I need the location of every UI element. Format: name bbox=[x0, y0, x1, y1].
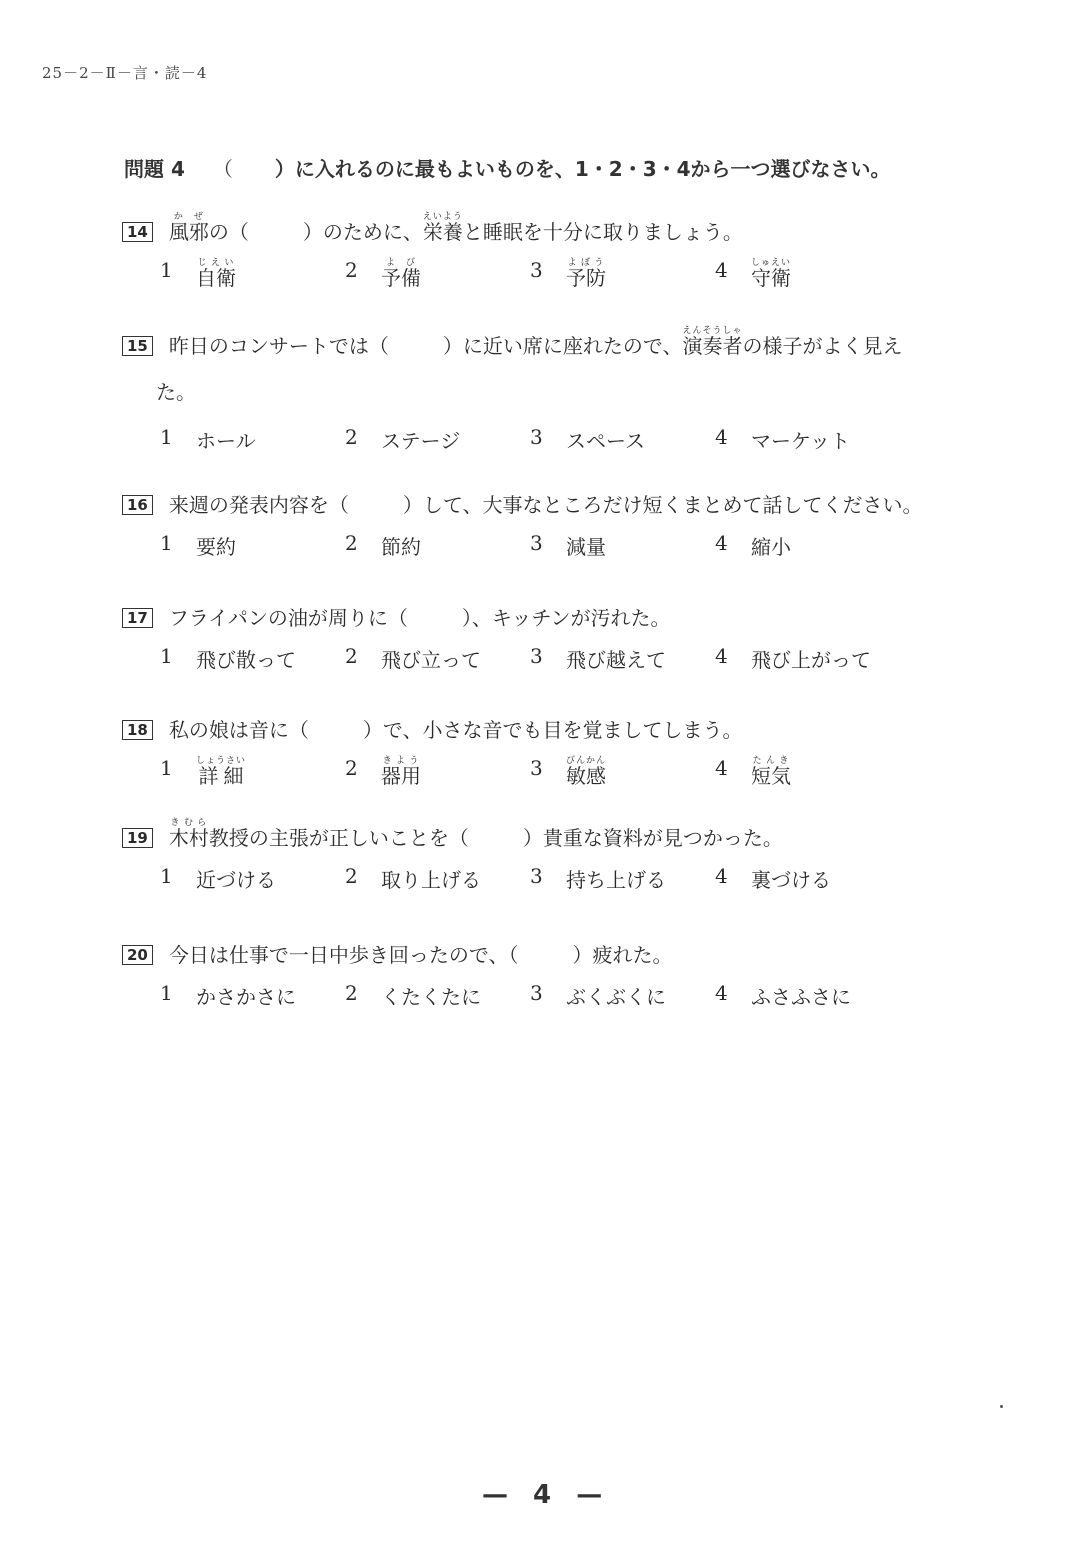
choice-option[interactable]: 4 守衛しゅえい bbox=[715, 258, 792, 290]
choice-option[interactable]: 2 節約 bbox=[345, 531, 421, 559]
choice-list bbox=[160, 531, 962, 560]
choice-option[interactable]: 4 短気たんき bbox=[715, 756, 791, 788]
choice-option[interactable]: 1 要約 bbox=[160, 531, 236, 559]
question-number: 16 bbox=[122, 495, 153, 515]
question-text: の（ bbox=[208, 220, 249, 244]
scan-speck bbox=[1000, 1405, 1003, 1408]
question-text: ）疲れた。 bbox=[572, 943, 673, 967]
choice-option[interactable]: 3 敏感びんかん bbox=[530, 756, 607, 788]
question-text: ）、キッチンが汚れた。 bbox=[461, 606, 671, 630]
question-text: と睡眠を十分に取りましょう。 bbox=[462, 220, 743, 244]
question-20 bbox=[122, 941, 962, 1010]
question-text: 昨日のコンサートでは（ bbox=[168, 334, 389, 358]
choice-option[interactable]: 3 予防よぼう bbox=[530, 258, 606, 290]
question-text: フライパンの油が周りに（ bbox=[168, 606, 408, 630]
question-16 bbox=[122, 491, 962, 560]
choice-option[interactable]: 3 ぶくぶくに bbox=[530, 981, 666, 1009]
choice-option[interactable]: 2 くたくたに bbox=[345, 981, 481, 1009]
choice-option[interactable]: 4 裏づける bbox=[715, 864, 831, 892]
question-19 bbox=[122, 818, 962, 893]
choice-option[interactable]: 4 飛び上がって bbox=[715, 644, 871, 672]
choice-option[interactable]: 2 飛び立って bbox=[345, 644, 481, 672]
question-number: 15 bbox=[122, 336, 153, 356]
question-14 bbox=[122, 212, 962, 291]
instruction-text: ）に入れるのに最もよいものを、1・2・3・4から一つ選びなさい。 bbox=[274, 157, 891, 181]
section-instruction bbox=[124, 153, 891, 182]
choice-list bbox=[160, 644, 962, 673]
question-number: 14 bbox=[122, 222, 153, 242]
choice-list bbox=[160, 258, 962, 291]
choice-option[interactable]: 3 飛び越えて bbox=[530, 644, 666, 672]
question-text: 今日は仕事で一日中歩き回ったので、（ bbox=[168, 943, 519, 967]
question-text: 教授の主張が正しいことを（ bbox=[208, 826, 469, 850]
ruby-word: 木村きむら bbox=[168, 818, 209, 850]
question-18 bbox=[122, 716, 962, 789]
question-number: 17 bbox=[122, 608, 153, 628]
choice-list bbox=[160, 864, 962, 893]
page-number: — 4 — bbox=[482, 1480, 611, 1510]
choice-option[interactable]: 1 かさかさに bbox=[160, 981, 296, 1009]
ruby-word: 風邪かぜ bbox=[168, 212, 209, 244]
choice-option[interactable]: 4 マーケット bbox=[715, 425, 850, 453]
question-text: の様子がよく見え bbox=[742, 334, 903, 358]
choice-list bbox=[160, 756, 962, 789]
choice-option[interactable]: 3 減量 bbox=[530, 531, 606, 559]
choice-option[interactable]: 2 取り上げる bbox=[345, 864, 481, 892]
question-text: 私の娘は音に（ bbox=[168, 718, 309, 742]
ruby-word: 演奏者えんそうしゃ bbox=[682, 326, 743, 358]
question-15 bbox=[122, 326, 962, 454]
question-text: 来週の発表内容を（ bbox=[168, 493, 349, 517]
question-17 bbox=[122, 604, 962, 673]
question-number: 19 bbox=[122, 828, 153, 848]
question-text: ）で、小さな音でも目を覚ましてしまう。 bbox=[362, 718, 743, 742]
choice-list bbox=[160, 981, 962, 1010]
choice-option[interactable]: 3 スペース bbox=[530, 425, 645, 453]
question-text-continued: た。 bbox=[156, 380, 196, 404]
question-text: ）して、大事なところだけ短くまとめて話してください。 bbox=[402, 493, 923, 517]
question-text: ）貴重な資料が見つかった。 bbox=[522, 826, 783, 850]
ruby-word: 栄養えいよう bbox=[422, 212, 463, 244]
choice-option[interactable]: 1 ホール bbox=[160, 425, 256, 453]
choice-option[interactable]: 2 ステージ bbox=[345, 425, 461, 453]
choice-option[interactable]: 1 自衛じえい bbox=[160, 258, 236, 290]
choice-option[interactable]: 2 器用きよう bbox=[345, 756, 421, 788]
choice-list bbox=[160, 425, 962, 454]
choice-option[interactable]: 1 飛び散って bbox=[160, 644, 296, 672]
section-label: 問題 4 bbox=[124, 157, 185, 181]
question-text: ）に近い席に座れたので、 bbox=[442, 334, 683, 358]
choice-option[interactable]: 3 持ち上げる bbox=[530, 864, 666, 892]
question-number: 20 bbox=[122, 945, 153, 965]
question-text: ）のために、 bbox=[302, 220, 423, 244]
choice-option[interactable]: 4 縮小 bbox=[715, 531, 791, 559]
choice-option[interactable]: 2 予備よび bbox=[345, 258, 421, 290]
choice-option[interactable]: 1 近づける bbox=[160, 864, 276, 892]
question-number: 18 bbox=[122, 720, 153, 740]
page-header-code: 25－2－Ⅱ－言・読－4 bbox=[42, 64, 208, 82]
choice-option[interactable]: 4 ふさふさに bbox=[715, 981, 851, 1009]
instruction-open-paren: （ bbox=[212, 157, 233, 181]
choice-option[interactable]: 1 詳細しょうさい bbox=[160, 756, 247, 788]
